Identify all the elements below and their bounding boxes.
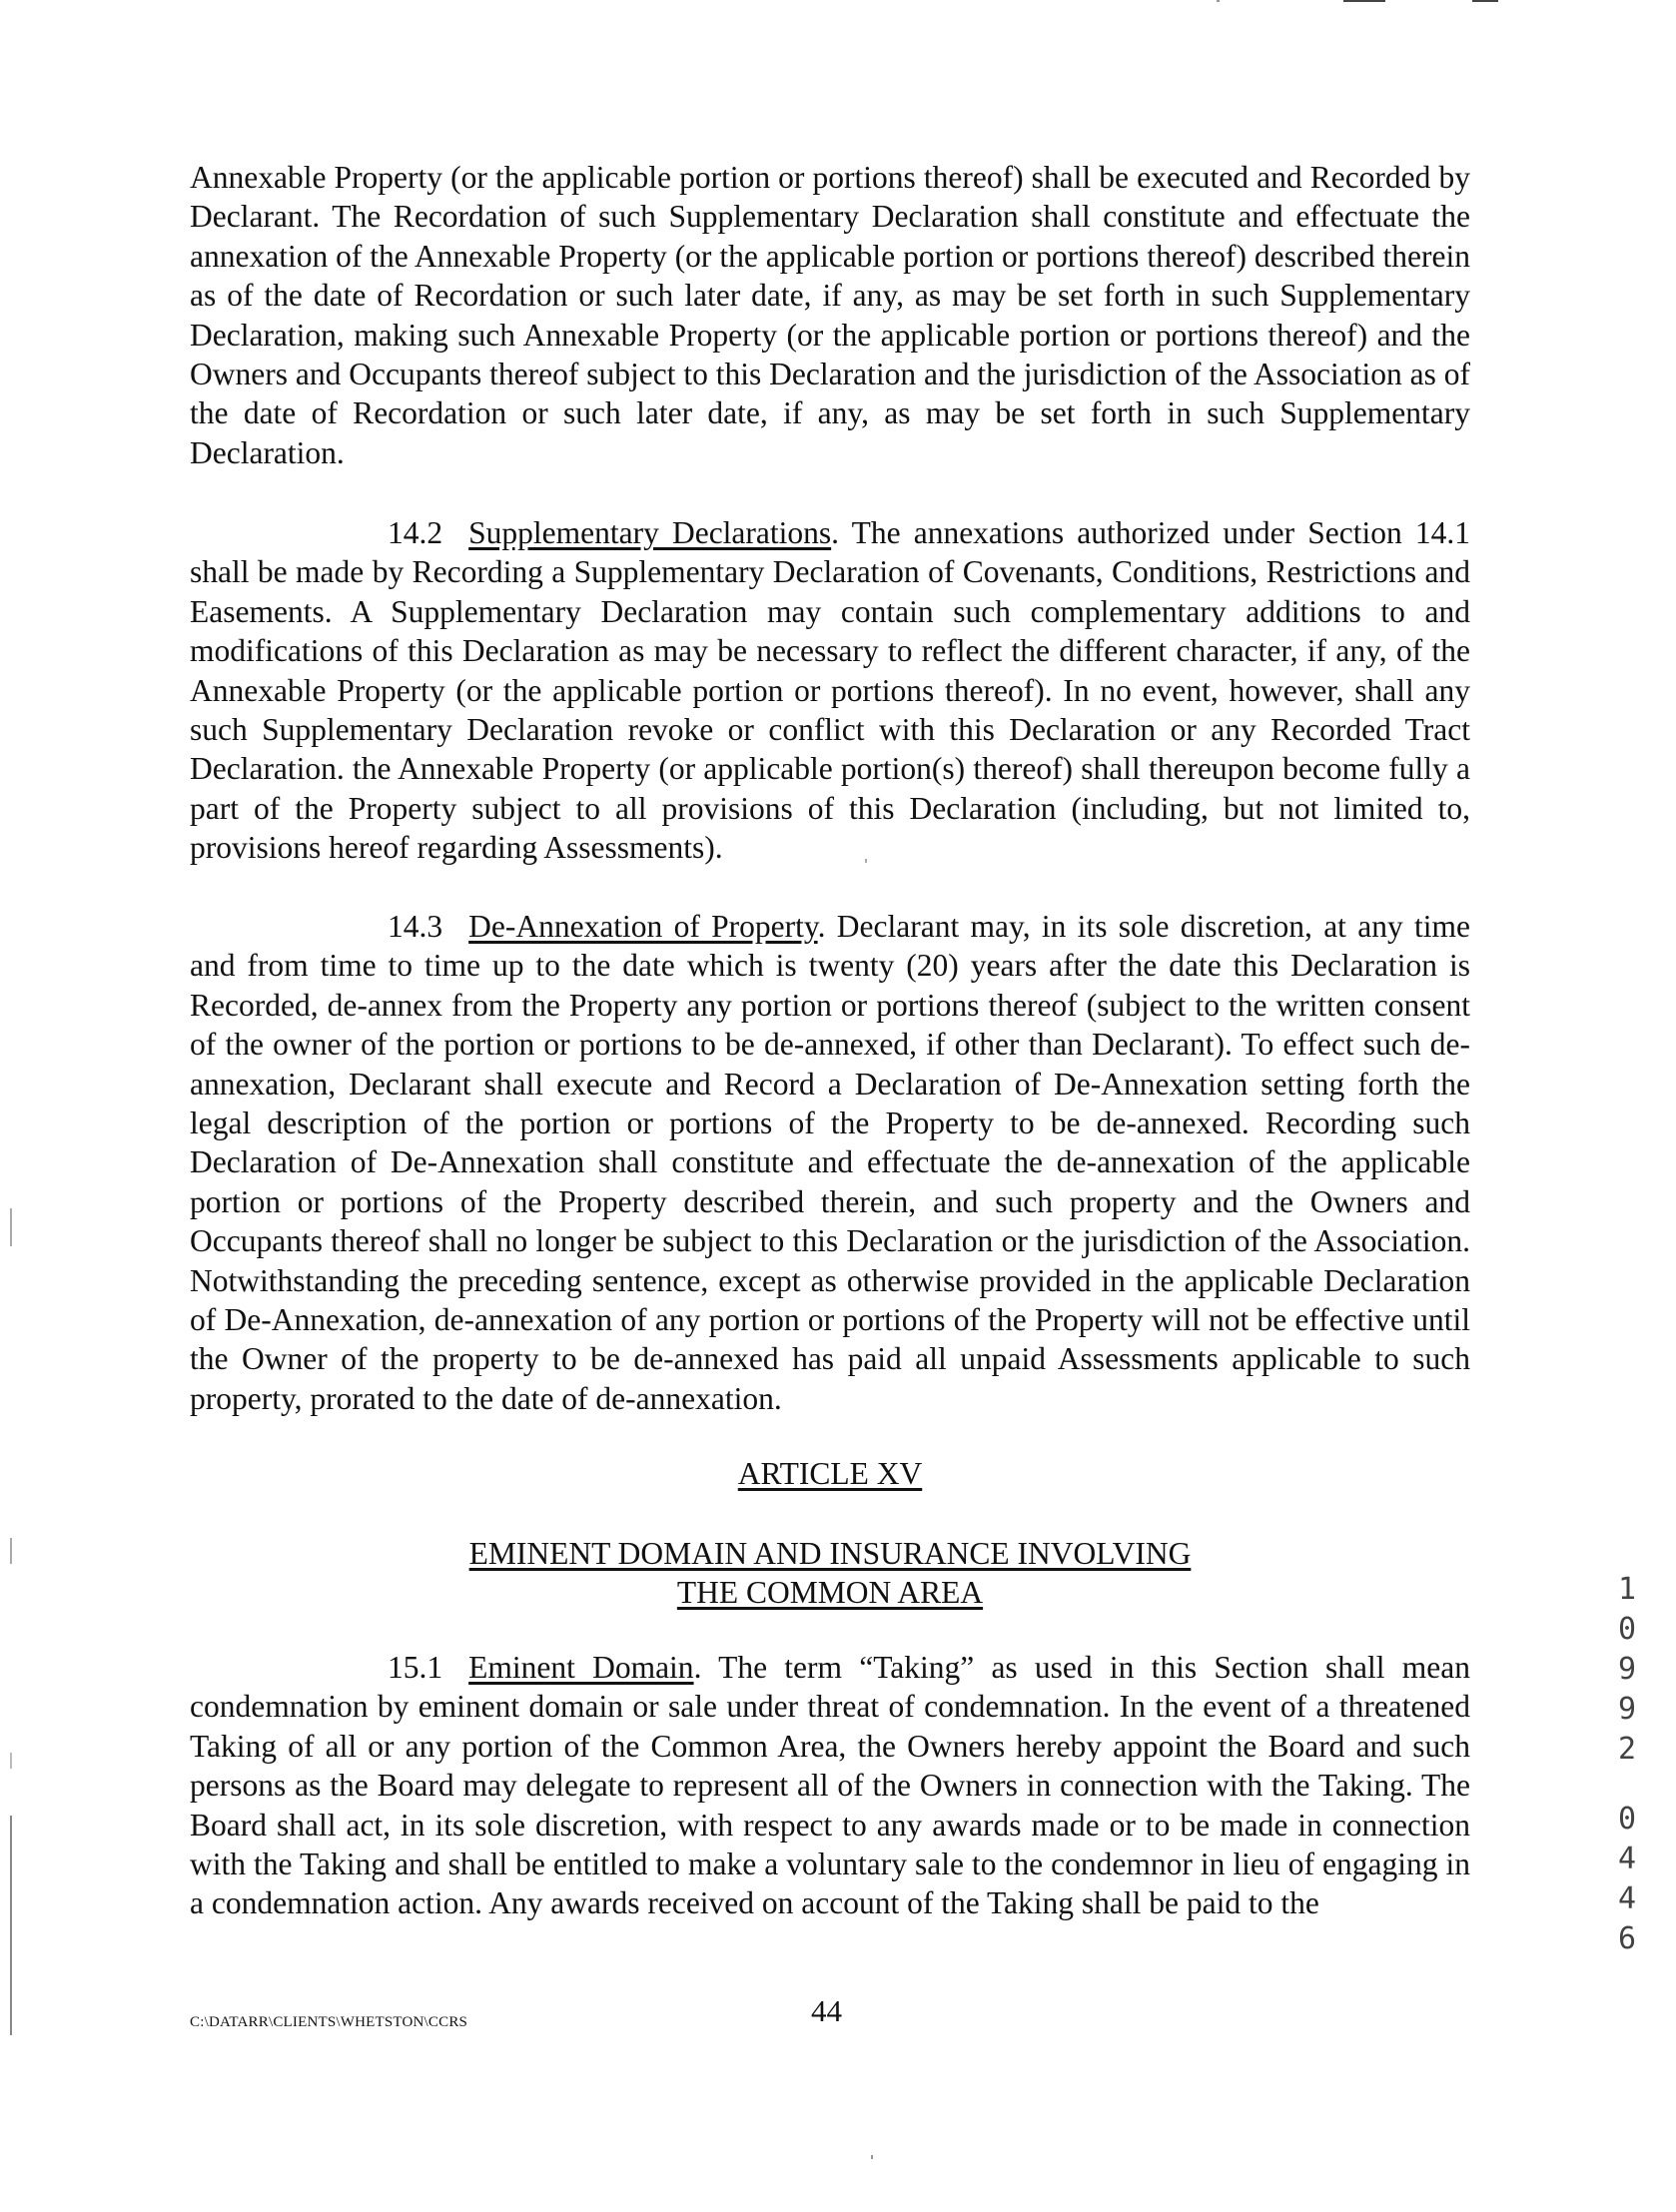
section-title: Eminent Domain — [468, 1650, 694, 1685]
scan-mark — [1217, 0, 1220, 2]
section-body: . The annexations authorized under Section 14.1 shall be made by Recording a Supplementary Declaration of Covenants, Conditions, Restrictions and Easements. A Supplementary Declaration may contain such complementary additions to and modifications of this Declaration as may be necessary to reflect the different character, if any, of the Annexable Property (or the applicable portion or portions thereof). In no event, however, shall any such Supplementary Declaration revoke or conflict with this Declaration or any Recorded Tract Declaration. the Annexable Property (or applicable portion(s) thereof) shall thereupon become fully a part of the Property subject to all provisions of this Declaration (including, but not limited to, provisions hereof regarding Assessments). — [190, 515, 1470, 866]
section-14-2 — [190, 513, 1470, 868]
stamp-digit: 6 — [1617, 1921, 1637, 1956]
section-title: De-Annexation of Property — [468, 909, 818, 944]
stamp-digit: 1 — [1617, 1572, 1637, 1607]
stamp-digit: 2 — [1617, 1732, 1637, 1767]
scan-mark — [1343, 0, 1385, 2]
stamp-digit: 9 — [1617, 1692, 1637, 1727]
article-subtitle — [190, 1534, 1470, 1613]
scan-mark — [871, 2155, 873, 2159]
section-number: 15.1 — [388, 1650, 443, 1685]
stamp-digit: 4 — [1617, 1881, 1637, 1916]
scan-mark — [1472, 0, 1498, 2]
section-title: Supplementary Declarations — [468, 515, 832, 550]
article-heading — [190, 1454, 1470, 1493]
section-14-3 — [190, 907, 1470, 1418]
section-body: . Declarant may, in its sole discretion, at any time and from time to time up to the date which is twenty (20) years after the date this Declaration is Recorded, de-annex from the Property any portion or portions thereof (subject to the written consent of the owner of the portion or portions to be de-annexed, if other than Declarant). To effect such de-annexation, Declarant shall execute and Record a Declaration of De-Annexation setting forth the legal description of the portion or portions of the Property to be de-annexed. Recording such Declaration of De-Annexation shall constitute and effectuate the de-annexation of the applicable portion or portions of the Property described therein, and such property and the Owners and Occupants thereof shall no longer be subject to this Declaration or the jurisdiction of the Association. Notwithstanding the preceding sentence, except as otherwise provided in the applicable Declaration of De-Annexation, de-annexation of any portion or portions of the Property will not be effective until the Owner of the property to be de-annexed has paid all unpaid Assessments applicable to such property, prorated to the date of de-annexation. — [190, 909, 1471, 1416]
section-number: 14.2 — [388, 515, 443, 550]
section-body: . The term “Taking” as used in this Section shall mean condemnation by eminent domain or sale under threat of condemnation. In the event of a threatened Taking of all or any portion of the Common Area, the Owners hereby appoint the Board and such persons as the Board may delegate to represent all of the Owners in connection with the Taking. The Board shall act, in its sole discretion, with respect to any awards made or to be made in connection with the Taking and shall be entitled to make a voluntary sale to the condemnor in lieu of engaging in a condemnation action. Any awards received on account of the Taking shall be paid to the — [190, 1650, 1470, 1921]
stamp-digit: 0 — [1617, 1612, 1637, 1647]
article-subtitle-line-2: THE COMMON AREA — [676, 1575, 984, 1611]
recording-stamp — [1612, 1570, 1642, 1959]
stamp-digit: 9 — [1617, 1652, 1637, 1687]
file-path-footer: C:\DATARR\CLIENTS\WHETSTON\CCRS — [190, 2014, 468, 2030]
continuation-paragraph: Annexable Property (or the applicable portion or portions thereof) shall be executed and Recorded by Declarant. The Recordation of such Supplementary Declaration shall constitute and effectuate the annexation of the Annexable Property (or the applicable portion or portions thereof) described therein as of the date of Recordation or such later date, if any, as may be set forth in such Supplementary Declaration, making such Annexable Property (or the applicable portion or portions thereof) and the Owners and Occupants thereof subject to this Declaration and the jurisdiction of the Association as of the date of Recordation or such later date, if any, as may be set forth in such Supplementary Declaration. — [190, 160, 1470, 470]
section-15-1 — [190, 1648, 1470, 1923]
page-number: 44 — [811, 1993, 842, 2028]
scan-edge-line — [10, 1816, 12, 2035]
stamp-gap — [1612, 1770, 1642, 1800]
article-number: ARTICLE XV — [737, 1456, 923, 1491]
stamp-digit: 0 — [1617, 1802, 1637, 1837]
scan-mark — [10, 1753, 12, 1769]
scan-mark — [10, 1538, 12, 1564]
article-subtitle-line-1: EMINENT DOMAIN AND INSURANCE INVOLVING — [468, 1536, 1192, 1571]
section-number: 14.3 — [388, 909, 443, 944]
stamp-digit: 4 — [1617, 1842, 1637, 1876]
scan-mark — [10, 1208, 12, 1246]
